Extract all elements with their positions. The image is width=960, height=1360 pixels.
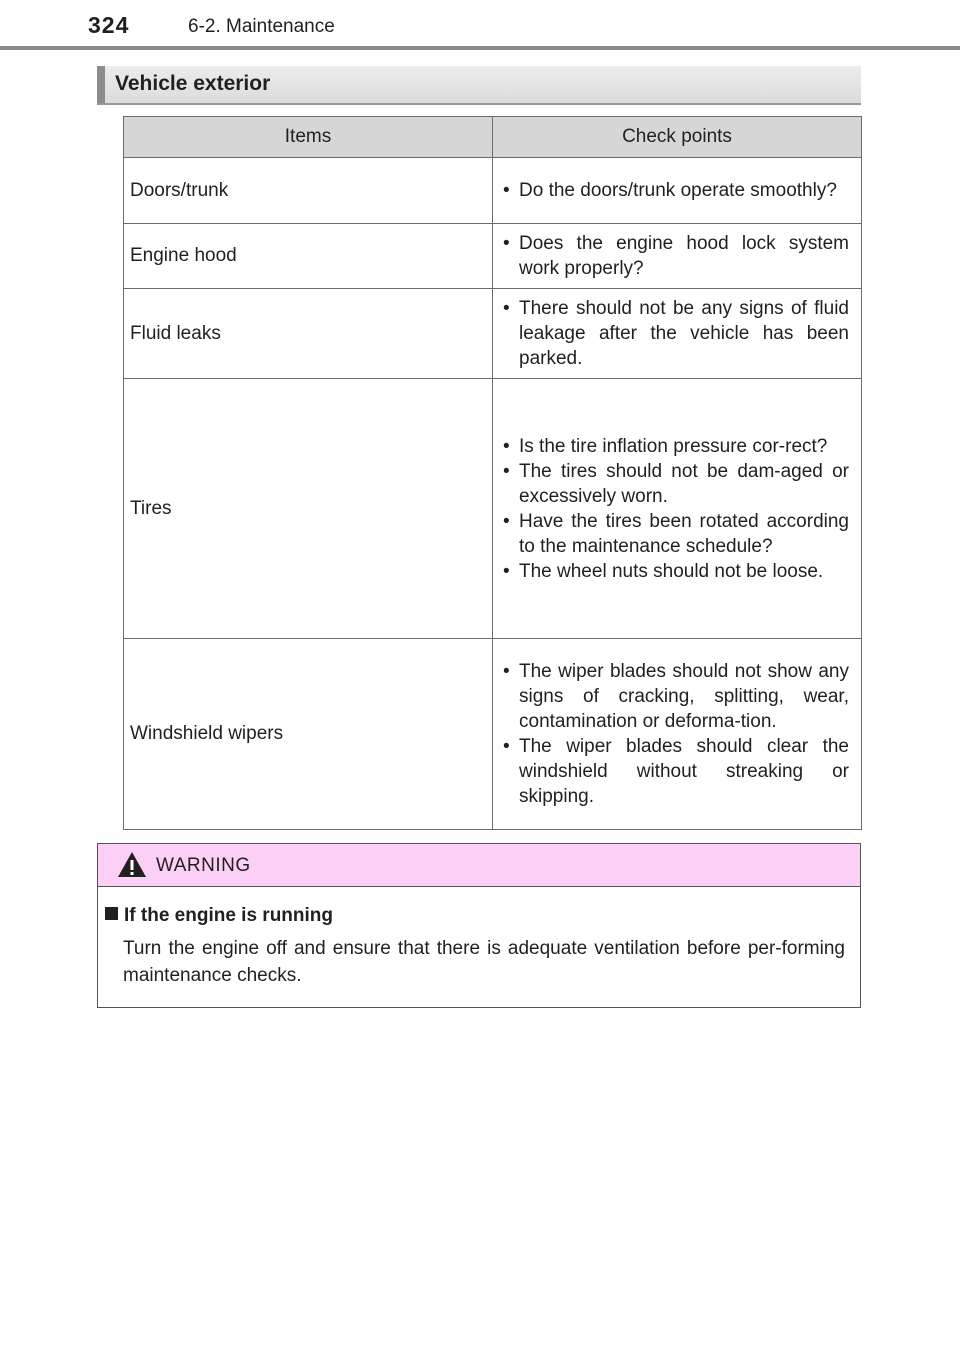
table-header-row xyxy=(124,117,862,158)
check-points-cell xyxy=(493,639,862,830)
check-points-cell xyxy=(493,158,862,224)
item-cell: Tires xyxy=(124,379,493,639)
table-row xyxy=(124,379,862,639)
check-point: • Do the doors/trunk operate smoothly? xyxy=(501,178,849,203)
warning-header xyxy=(98,844,860,887)
check-point: • Is the tire inflation pressure cor-rect? xyxy=(501,434,849,459)
item-cell: Doors/trunk xyxy=(124,158,493,224)
column-header-check-points: Check points xyxy=(493,117,862,158)
chapter-section: 6-2. Maintenance xyxy=(188,16,335,37)
check-points-cell xyxy=(493,379,862,639)
check-point: • There should not be any signs of fluid leakage after the vehicle has been parked. xyxy=(501,296,849,371)
page-number: 324 xyxy=(88,12,130,38)
item-cell: Fluid leaks xyxy=(124,289,493,379)
item-cell: Engine hood xyxy=(124,224,493,289)
warning-triangle-icon xyxy=(117,851,147,878)
check-points-cell xyxy=(493,289,862,379)
table-row xyxy=(124,639,862,830)
check-point: • The wiper blades should clear the windshield without streaking or skipping. xyxy=(501,734,849,809)
warning-box xyxy=(97,843,861,1008)
check-point: • The wheel nuts should not be loose. xyxy=(501,559,849,584)
square-bullet-icon xyxy=(105,907,118,920)
check-table xyxy=(123,116,862,830)
check-point: • The tires should not be dam-aged or excessively worn. xyxy=(501,459,849,509)
check-point: • Does the engine hood lock system work properly? xyxy=(501,231,849,281)
warning-text: Turn the engine off and ensure that there is adequate ventilation before per-forming maintenance checks. xyxy=(123,938,845,986)
page-header xyxy=(0,0,960,50)
header-divider xyxy=(0,46,960,50)
warning-heading: If the engine is running xyxy=(124,905,333,926)
section-accent xyxy=(97,66,105,103)
table-row xyxy=(124,224,862,289)
table-row xyxy=(124,289,862,379)
section-heading-bar xyxy=(97,66,861,105)
item-cell: Windshield wipers xyxy=(124,639,493,830)
check-point: • The wiper blades should not show any signs of cracking, splitting, wear, contamination or deforma-tion. xyxy=(501,659,849,734)
table-row xyxy=(124,158,862,224)
column-header-items: Items xyxy=(124,117,493,158)
warning-label: WARNING xyxy=(156,855,251,876)
check-point: • Have the tires been rotated according to the maintenance schedule? xyxy=(501,509,849,559)
section-title: Vehicle exterior xyxy=(115,72,271,95)
check-points-cell xyxy=(493,224,862,289)
